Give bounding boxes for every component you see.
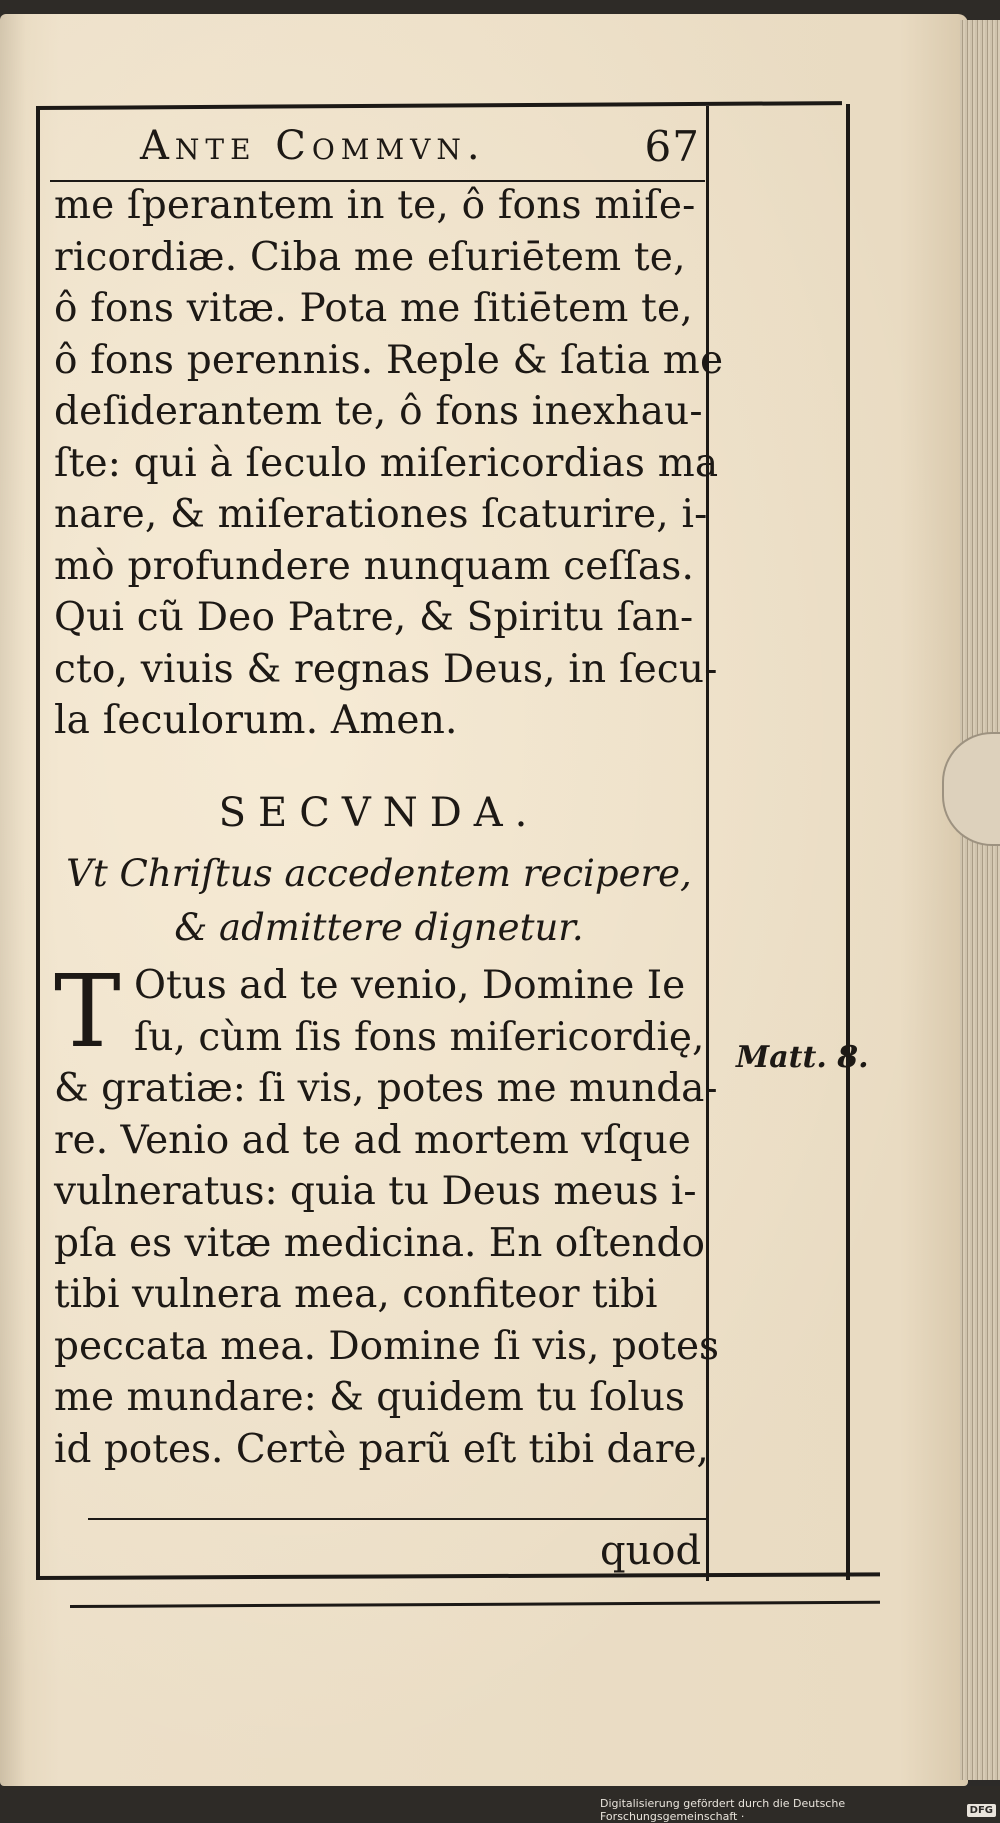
text-line: ricordiæ. Ciba me eſuriētem te, (54, 234, 686, 280)
text-line: ô fons perennis. Reple & ſatia me (54, 337, 724, 383)
text-line: cto, viuis & regnas Deus, in ſecu- (54, 646, 718, 692)
frame-rule-right (846, 104, 850, 1580)
text-line: ſu, cùm ſis fons miſericordię, (134, 1014, 705, 1060)
text-line: re. Venio ad te ad mortem vſque (54, 1117, 691, 1163)
page-number: 67 (644, 121, 700, 171)
catchword: quod (600, 1528, 702, 1574)
text-line: peccata mea. Domine ſi vis, potes (54, 1323, 720, 1369)
text-line: & gratiæ: ſi vis, potes me munda- (54, 1066, 718, 1111)
text-line: me mundare: & quidem tu ſolus (54, 1375, 685, 1420)
text-line: Qui cũ Deo Patre, & Spiritu ſan- (54, 595, 694, 640)
dfg-logo: DFG (967, 1804, 996, 1817)
section-heading: SECVNDA. (218, 790, 540, 836)
marginal-note: Matt. 8. (736, 1040, 869, 1075)
prayer-text-bottom (54, 953, 724, 1475)
text-line: ô fons vitæ. Pota me ſitiētem te, (54, 286, 693, 331)
text-line: ſte: qui à ſeculo miſericordias ma (54, 440, 719, 486)
text-line: me ſperantem in te, ô fons miſe- (54, 183, 696, 228)
text-line: pſa es vitæ medicina. En oſtendo (54, 1220, 705, 1266)
text-line: vulneratus: quia tu Deus meus i- (54, 1169, 697, 1214)
section-subtitle-line-1: Vt Chriſtus accedentem recipere, (66, 852, 692, 895)
text-line: mò profundere nunquam ceſſas. (54, 543, 695, 589)
text-line: nare, & miſerationes ſcaturire, i- (54, 492, 708, 537)
running-header (140, 118, 700, 174)
running-title: Ante Commvn. (140, 123, 486, 169)
frame-rule-left (36, 108, 40, 1578)
text-line: tibi vulnera mea, confiteor tibi (54, 1272, 658, 1317)
text-line: la ſeculorum. Amen. (54, 698, 458, 743)
text-line: Otus ad te venio, Domine Ie (134, 963, 686, 1008)
digitization-credit (600, 1797, 996, 1823)
footer-rule (88, 1518, 706, 1520)
drop-cap: T (54, 953, 121, 1070)
section-subtitle-line-2: & admittere dignetur. (174, 906, 584, 949)
text-line: id potes. Certè parũ eſt tibi dare, (54, 1426, 709, 1472)
credit-text: Digitalisierung gefördert durch die Deutsche Forschungsgemeinschaft · (600, 1797, 846, 1823)
text-line: deſiderantem te, ô fons inexhau- (54, 389, 703, 434)
page-edges (960, 20, 1000, 1780)
prayer-text-top (54, 180, 724, 747)
